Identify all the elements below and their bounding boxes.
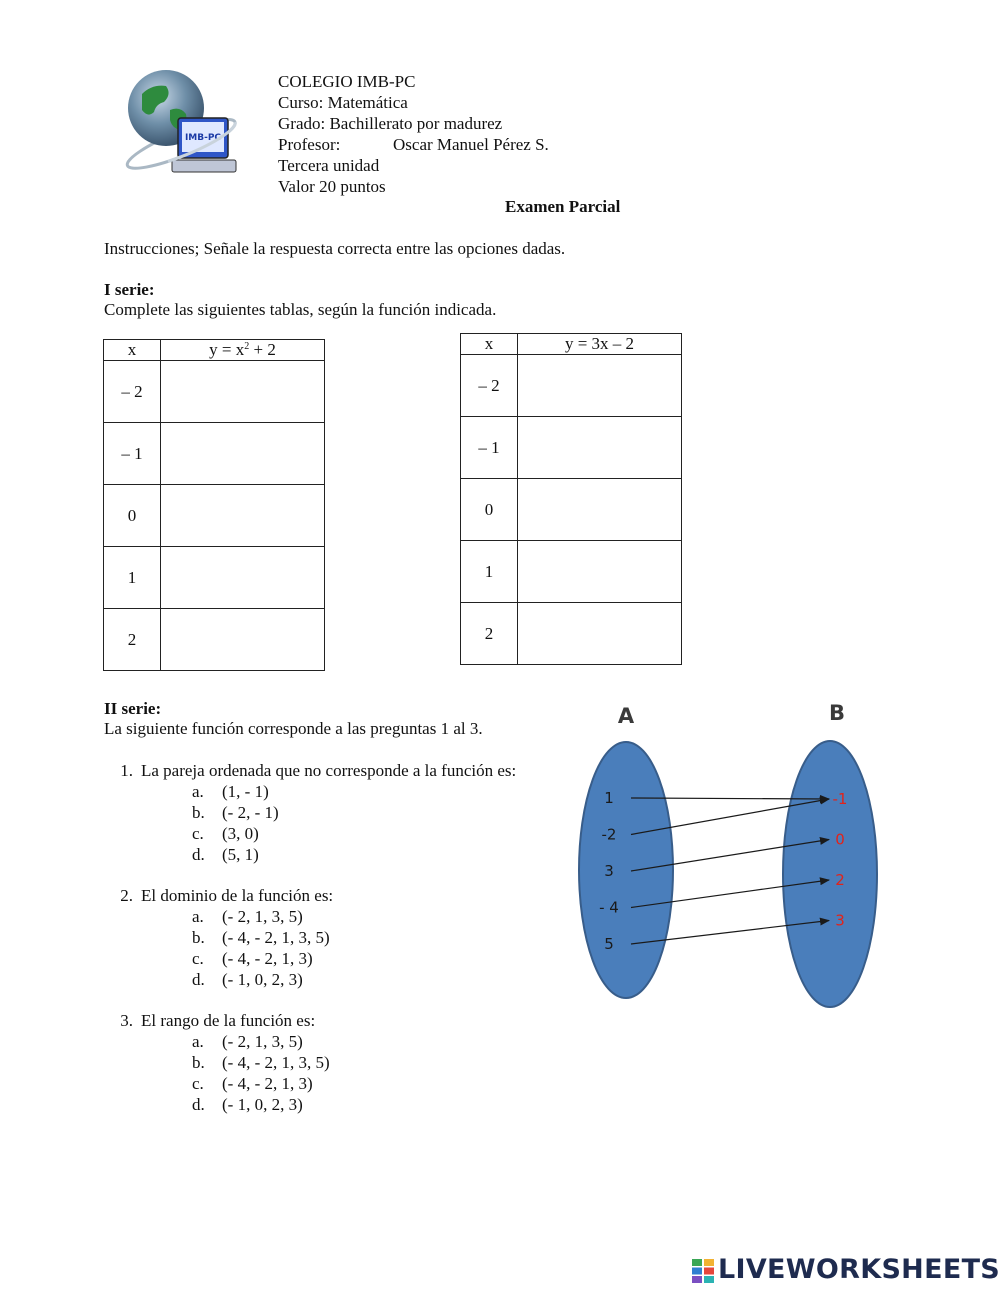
option-2a[interactable]: [105, 906, 516, 927]
school-header: [278, 71, 549, 197]
option-text: (3, 0): [222, 824, 259, 843]
course-line: Curso: Matemática: [278, 93, 408, 112]
function-mapping-diagram: [575, 690, 915, 1020]
formula-base: y = x: [209, 340, 245, 359]
school-name: COLEGIO IMB-PC: [278, 72, 416, 91]
option-letter: d.: [192, 970, 205, 989]
set-b-ellipse: [783, 741, 877, 1007]
table-row: [461, 355, 682, 417]
table-row: [104, 485, 325, 547]
set-a-element: 3: [604, 862, 614, 880]
option-3c[interactable]: [105, 1073, 516, 1094]
table-row: [461, 417, 682, 479]
answer-cell[interactable]: [518, 541, 682, 603]
serie2-title: II serie:: [104, 699, 162, 718]
table-row: [104, 547, 325, 609]
formula-exponent: 2: [244, 341, 250, 352]
option-text: (1, - 1): [222, 782, 269, 801]
table-row: [461, 603, 682, 665]
option-3a[interactable]: [105, 1031, 516, 1052]
option-text: (- 4, - 2, 1, 3): [222, 1074, 313, 1093]
set-a-label: A: [617, 704, 635, 728]
option-letter: b.: [192, 928, 205, 947]
professor-label: Profesor:: [278, 135, 341, 154]
liveworksheets-logo-icon: [692, 1259, 714, 1283]
set-a-element: - 4: [599, 898, 619, 917]
set-a-element: 1: [604, 789, 614, 807]
x-value: 1: [104, 547, 161, 609]
professor-name: Oscar Manuel Pérez S.: [393, 135, 549, 154]
question-text: La pareja ordenada que no corresponde a la función es:: [141, 761, 517, 780]
question-text: El rango de la función es:: [141, 1011, 316, 1030]
x-value: 2: [461, 603, 518, 665]
table-row: [104, 361, 325, 423]
set-a-ellipse: [579, 742, 673, 998]
answer-cell[interactable]: [518, 479, 682, 541]
table-row: [461, 479, 682, 541]
serie1-title: I serie:: [104, 280, 155, 299]
question-list: [105, 760, 516, 1115]
set-a-element: 5: [604, 935, 614, 953]
answer-cell[interactable]: [161, 609, 325, 671]
table-row: [104, 609, 325, 671]
x-value: 2: [104, 609, 161, 671]
question-1: [105, 760, 516, 781]
option-text: (- 2, - 1): [222, 803, 279, 822]
question-number: 1.: [120, 761, 133, 780]
option-letter: a.: [192, 1032, 204, 1051]
answer-cell[interactable]: [161, 485, 325, 547]
column-header-x: x: [104, 340, 161, 361]
question-number: 3.: [120, 1011, 133, 1030]
option-letter: c.: [192, 949, 204, 968]
set-b-element: -1: [832, 790, 848, 808]
option-1a[interactable]: [105, 781, 516, 802]
option-1d[interactable]: [105, 844, 516, 865]
instructions: Instrucciones; Señale la respuesta correcta entre las opciones dadas.: [104, 239, 566, 258]
grade-line: Grado: Bachillerato por madurez: [278, 114, 503, 133]
option-letter: b.: [192, 803, 205, 822]
option-2d[interactable]: [105, 969, 516, 990]
option-3d[interactable]: [105, 1094, 516, 1115]
set-a-element: -2: [601, 825, 617, 844]
option-letter: c.: [192, 1074, 204, 1093]
serie1-text: Complete las siguientes tablas, según la función indicada.: [104, 300, 497, 319]
exam-title: Examen Parcial: [505, 197, 621, 216]
set-b-element: 0: [835, 830, 845, 849]
option-letter: a.: [192, 782, 204, 801]
option-letter: d.: [192, 1095, 205, 1114]
brand-name: LIVEWORKSHEETS: [718, 1254, 1000, 1285]
answer-cell[interactable]: [518, 603, 682, 665]
answer-cell[interactable]: [161, 423, 325, 485]
column-header-y: y = 3x – 2: [518, 334, 682, 355]
set-b-element: 3: [835, 911, 845, 930]
x-value: – 2: [461, 355, 518, 417]
option-letter: b.: [192, 1053, 205, 1072]
question-2: [105, 885, 516, 906]
answer-cell[interactable]: [518, 355, 682, 417]
option-1c[interactable]: [105, 823, 516, 844]
x-value: – 1: [104, 423, 161, 485]
option-letter: c.: [192, 824, 204, 843]
x-value: 1: [461, 541, 518, 603]
school-logo: [108, 66, 240, 178]
table-quadratic: [103, 339, 325, 671]
unit-line: Tercera unidad: [278, 156, 380, 175]
table-row: [104, 423, 325, 485]
column-header-x: x: [461, 334, 518, 355]
set-b-element: 2: [835, 871, 845, 889]
value-line: Valor 20 puntos: [278, 177, 386, 196]
answer-cell[interactable]: [161, 547, 325, 609]
answer-cell[interactable]: [518, 417, 682, 479]
x-value: 0: [104, 485, 161, 547]
set-b-label: B: [828, 701, 846, 725]
answer-cell[interactable]: [161, 361, 325, 423]
table-linear: [460, 333, 682, 665]
option-text: (- 4, - 2, 1, 3, 5): [222, 1053, 330, 1072]
table-row: [461, 541, 682, 603]
column-header-y: [161, 340, 325, 361]
option-3b[interactable]: [105, 1052, 516, 1073]
question-3: [105, 1010, 516, 1031]
option-text: (- 1, 0, 2, 3): [222, 970, 303, 989]
option-text: (- 1, 0, 2, 3): [222, 1095, 303, 1114]
option-text: (5, 1): [222, 845, 259, 864]
option-letter: a.: [192, 907, 204, 926]
option-text: (- 4, - 2, 1, 3): [222, 949, 313, 968]
option-text: (- 4, - 2, 1, 3, 5): [222, 928, 330, 947]
liveworksheets-brand: [692, 1254, 1000, 1286]
formula-tail: + 2: [249, 340, 276, 359]
option-text: (- 2, 1, 3, 5): [222, 1032, 303, 1051]
serie2-text: La siguiente función corresponde a las preguntas 1 al 3.: [104, 719, 483, 738]
option-1b[interactable]: [105, 802, 516, 823]
x-value: – 2: [104, 361, 161, 423]
x-value: 0: [461, 479, 518, 541]
professor-line: [278, 134, 549, 155]
x-value: – 1: [461, 417, 518, 479]
option-2b[interactable]: [105, 927, 516, 948]
logo-text: IMB-PC: [184, 133, 222, 143]
question-text: El dominio de la función es:: [141, 886, 334, 905]
option-letter: d.: [192, 845, 205, 864]
question-number: 2.: [120, 886, 133, 905]
option-2c[interactable]: [105, 948, 516, 969]
option-text: (- 2, 1, 3, 5): [222, 907, 303, 926]
